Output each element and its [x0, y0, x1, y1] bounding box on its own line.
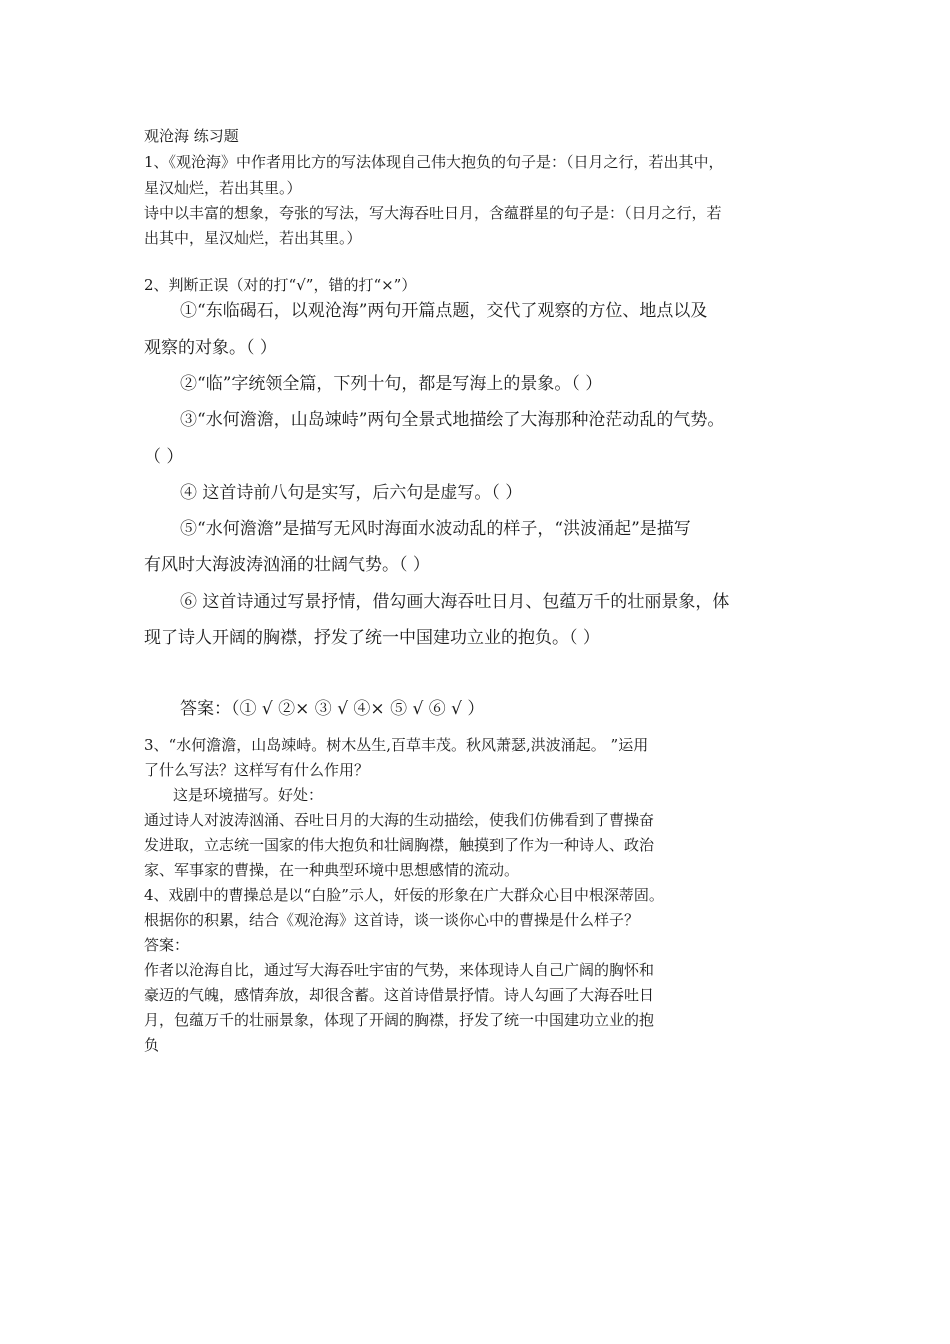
q3-line-4: 通过诗人对波涛汹涌、吞吐日月的大海的生动描绘，使我们仿佛看到了曹操奋: [144, 811, 655, 829]
q4-answer-label: 答案：: [144, 936, 190, 954]
q1-line-1: 1、《观沧海》中作者用比方的写法体现自己伟大抱负的句子是：（日月之行，若出其中，: [144, 153, 724, 171]
q4-line-2: 根据你的积累，结合《观沧海》这首诗，谈一谈你心中的曹操是什么样子？: [144, 911, 640, 929]
q2-item-6-line-1: ⑥ 这首诗通过写景抒情，借勾画大海吞吐日月、包蕴万千的壮丽景象，体: [180, 592, 730, 612]
q2-heading: 2、判断正误（对的打“√”，错的打“×”）: [144, 276, 417, 294]
q3-line-6: 家、军事家的曹操，在一种典型环境中思想感情的流动。: [144, 861, 520, 879]
q2-item-4: ④ 这首诗前八句是实写，后六句是虚写。（ ）: [180, 483, 523, 503]
q3-line-2: 了什么写法？这样写有什么作用？: [144, 761, 370, 779]
q2-answer: 答案：（① √ ②× ③ √ ④× ⑤ √ ⑥ √ ）: [180, 699, 485, 719]
q4-line-3: 作者以沧海自比，通过写大海吞吐宇宙的气势，来体现诗人自己广阔的胸怀和: [144, 961, 655, 979]
q3-line-1: 3、“水何澹澹，山岛竦峙。树木丛生,百草丰茂。秋风萧瑟,洪波涌起。 ”运用: [144, 736, 649, 754]
q1-line-3: 诗中以丰富的想象，夸张的写法，写大海吞吐日月，含蕴群星的句子是：（日月之行，若: [144, 204, 722, 222]
q2-item-2: ②“临”字统领全篇，下列十句，都是写海上的景象。（ ）: [180, 374, 603, 394]
q4-line-5: 月，包蕴万千的壮丽景象，体现了开阔的胸襟，抒发了统一中国建功立业的抱: [144, 1011, 655, 1029]
q2-item-1-line-2: 观察的对象。（ ）: [144, 338, 277, 358]
q1-line-4: 出其中，星汉灿烂，若出其里。）: [144, 229, 362, 247]
q2-item-5-line-1: ⑤“水何澹澹”是描写无风时海面水波动乱的样子，“洪波涌起”是描写: [180, 519, 691, 539]
q4-line-6: 负: [144, 1036, 160, 1054]
q1-line-2: 星汉灿烂，若出其里。）: [144, 179, 302, 197]
document-title: 观沧海 练习题: [144, 127, 239, 145]
q2-item-3-line-2: （ ）: [144, 447, 184, 467]
q2-item-6-line-2: 现了诗人开阔的胸襟，抒发了统一中国建功立业的抱负。（ ）: [144, 628, 600, 648]
q4-line-1: 4、戏剧中的曹操总是以“白脸”示人，奸佞的形象在广大群众心目中根深蒂固。: [144, 886, 664, 904]
q4-line-4: 豪迈的气魄，感情奔放，却很含蓄。这首诗借景抒情。诗人勾画了大海吞吐日: [144, 986, 655, 1004]
q2-item-1-line-1: ①“东临碣石，以观沧海”两句开篇点题，交代了观察的方位、地点以及: [180, 301, 708, 321]
q2-item-5-line-2: 有风时大海波涛汹涌的壮阔气势。（ ）: [144, 555, 430, 575]
q3-line-5: 发进取，立志统一国家的伟大抱负和壮阔胸襟，触摸到了作为一种诗人、政治: [144, 836, 655, 854]
q2-item-3-line-1: ③“水何澹澹，山岛竦峙”两句全景式地描绘了大海那种沧茫动乱的气势。: [180, 410, 725, 430]
q3-line-3: 这是环境描写。好处：: [173, 786, 324, 804]
